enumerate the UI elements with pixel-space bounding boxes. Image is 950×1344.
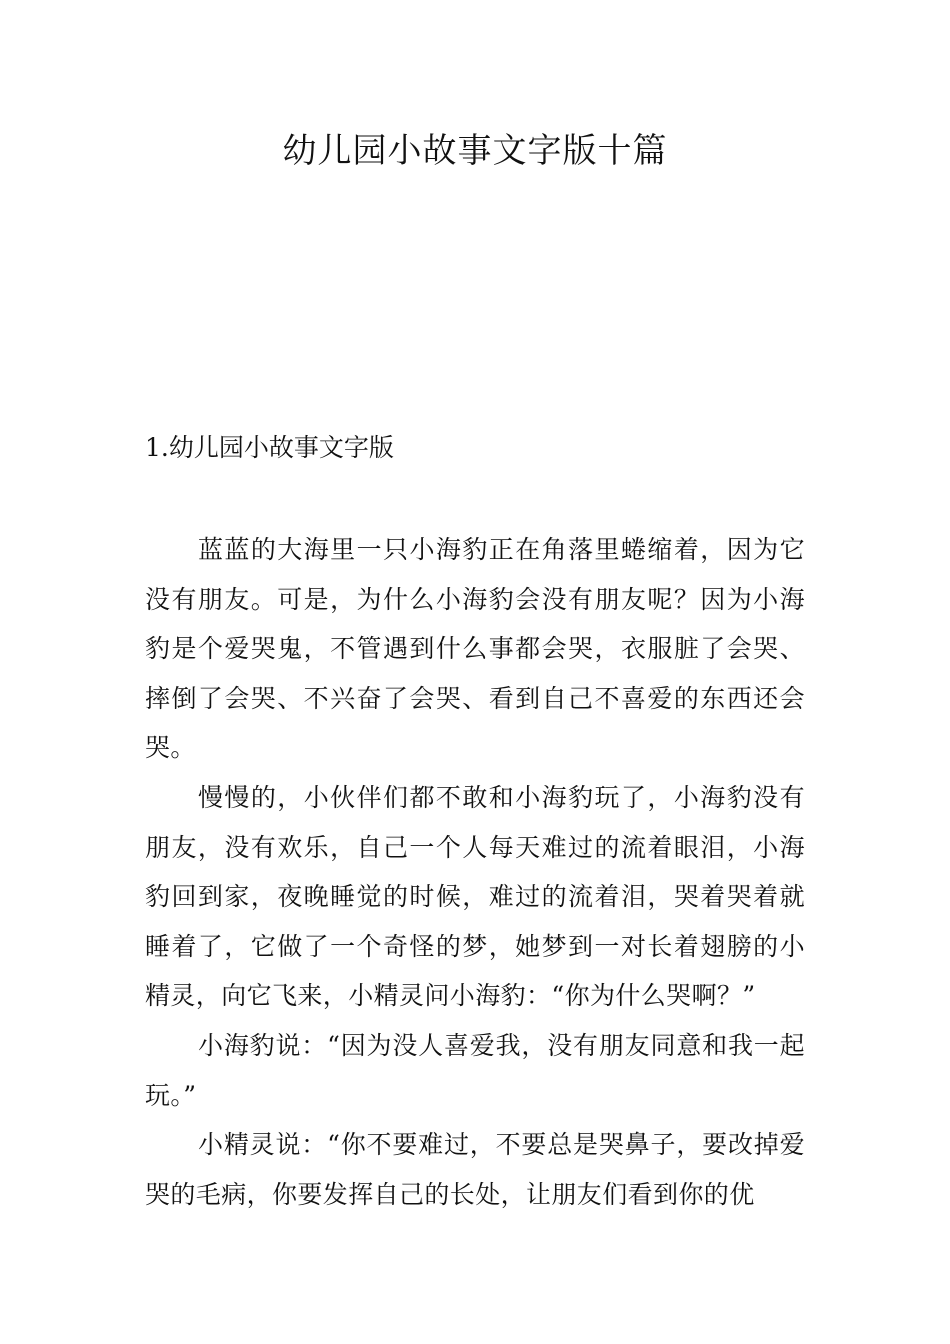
paragraph: 慢慢的，小伙伴们都不敢和小海豹玩了，小海豹没有朋友，没有欢乐，自己一个人每天难过的流着眼泪，小海豹回到家，夜晚睡觉的时候，难过的流着泪，哭着哭着就睡着了，它做了一个奇怪的梦，她梦到一对长着翅膀的小精灵，向它飞来，小精灵问小海豹：“你为什么哭啊？”	[145, 782, 805, 1011]
paragraph: 小精灵说：“你不要难过，不要总是哭鼻子，要改掉爱哭的毛病，你要发挥自己的长处，让朋友们看到你的优	[145, 1130, 805, 1209]
paragraph: 蓝蓝的大海里一只小海豹正在角落里蜷缩着，因为它没有朋友。可是，为什么小海豹会没有朋友呢？因为小海豹是个爱哭鬼，不管遇到什么事都会哭，衣服脏了会哭、摔倒了会哭、不兴奋了会哭、看到自己不喜爱的东西还会哭。	[145, 535, 805, 763]
document-title: 幼儿园小故事文字版十篇	[282, 131, 668, 171]
story-body	[145, 525, 805, 1219]
paragraph: 小海豹说：“因为没人喜爱我，没有朋友同意和我一起玩。”	[145, 1030, 805, 1110]
section-heading: 1.幼儿园小故事文字版	[145, 433, 394, 462]
